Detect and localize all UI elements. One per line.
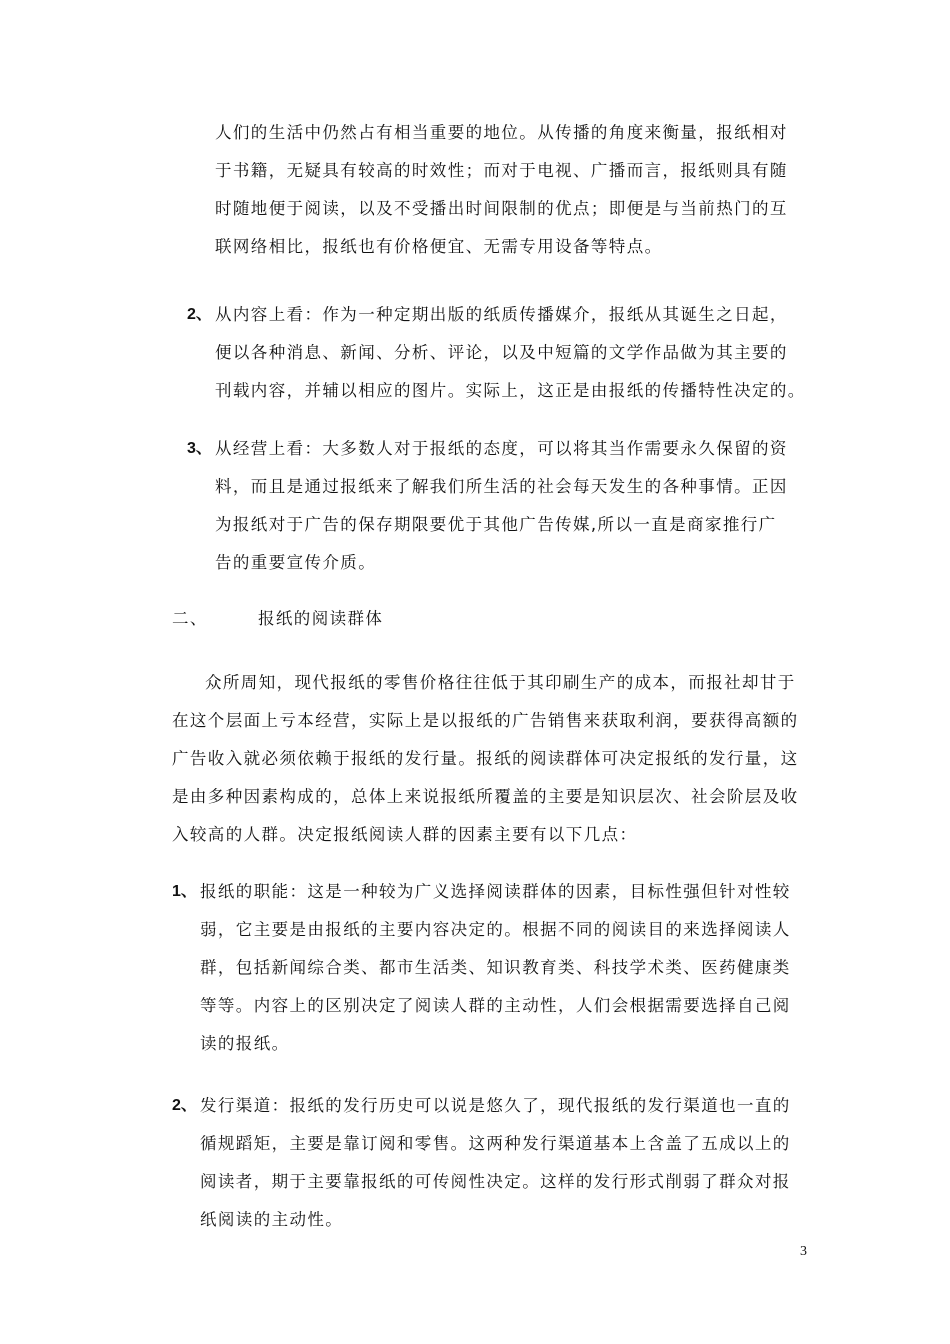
page-number: 3 bbox=[800, 1244, 807, 1259]
list-item-number: 3、 bbox=[187, 440, 212, 457]
text-line: 读的报纸。 bbox=[200, 1034, 290, 1053]
text-line: 等等。内容上的区别决定了阅读人群的主动性，人们会根据需要选择自己阅 bbox=[200, 996, 791, 1015]
text-line: 众所周知，现代报纸的零售价格往往低于其印刷生产的成本，而报社却甘于 bbox=[205, 673, 796, 692]
text-line: 弱，它主要是由报纸的主要内容决定的。根据不同的阅读目的来选择阅读人 bbox=[200, 920, 791, 939]
text-line: 告的重要宣传介质。 bbox=[215, 553, 377, 572]
text-line: 发行渠道：报纸的发行历史可以说是悠久了，现代报纸的发行渠道也一直的 bbox=[200, 1096, 791, 1115]
section-heading-number: 二、 bbox=[172, 609, 208, 628]
list-item-content bbox=[200, 873, 812, 1063]
text-line: 报纸的职能：这是一种较为广义选择阅读群体的因素，目标性强但针对性较 bbox=[200, 882, 791, 901]
list-item-content bbox=[200, 1087, 812, 1239]
text-line: 于书籍，无疑具有较高的时效性；而对于电视、广播而言，报纸则具有随 bbox=[215, 161, 788, 180]
text-line: 是由多种因素构成的，总体上来说报纸所覆盖的主要是知识层次、社会阶层及收 bbox=[172, 787, 799, 806]
text-line: 联网络相比，报纸也有价格便宜、无需专用设备等特点。 bbox=[215, 237, 663, 256]
list-item-number: 2、 bbox=[187, 306, 212, 323]
text-line: 阅读者，期于主要靠报纸的可传阅性决定。这样的发行形式削弱了群众对报 bbox=[200, 1172, 791, 1191]
text-line: 群，包括新闻综合类、都市生活类、知识教育类、科技学术类、医药健康类 bbox=[200, 958, 791, 977]
section-heading-title: 报纸的阅读群体 bbox=[258, 609, 384, 628]
list-item-number: 1、 bbox=[172, 883, 197, 900]
text-line: 纸阅读的主动性。 bbox=[200, 1210, 344, 1229]
text-line: 循规蹈矩，主要是靠订阅和零售。这两种发行渠道基本上含盖了五成以上的 bbox=[200, 1134, 791, 1153]
section-intro-paragraph bbox=[172, 664, 812, 854]
text-line: 料，而且是通过报纸来了解我们所生活的社会每天发生的各种事情。正因 bbox=[215, 477, 788, 496]
text-line: 刊载内容，并辅以相应的图片。实际上，这正是由报纸的传播特性决定的。 bbox=[215, 381, 806, 400]
list-item-content bbox=[215, 430, 815, 582]
text-line: 人们的生活中仍然占有相当重要的地位。从传播的角度来衡量，报纸相对 bbox=[215, 123, 788, 142]
text-line: 广告收入就必须依赖于报纸的发行量。报纸的阅读群体可决定报纸的发行量，这 bbox=[172, 749, 799, 768]
list-item-number: 2、 bbox=[172, 1097, 197, 1114]
text-line: 从经营上看：大多数人对于报纸的态度，可以将其当作需要永久保留的资 bbox=[215, 439, 788, 458]
text-line: 便以各种消息、新闻、分析、评论，以及中短篇的文学作品做为其主要的 bbox=[215, 343, 788, 362]
text-line: 从内容上看：作为一种定期出版的纸质传播媒介，报纸从其诞生之日起， bbox=[215, 305, 788, 324]
text-line: 时随地便于阅读，以及不受播出时间限制的优点；即便是与当前热门的互 bbox=[215, 199, 788, 218]
text-line: 在这个层面上亏本经营，实际上是以报纸的广告销售来获取利润，要获得高额的 bbox=[172, 711, 799, 730]
intro-continuation-paragraph bbox=[215, 114, 815, 266]
list-item-content bbox=[215, 296, 815, 410]
text-line: 为报纸对于广告的保存期限要优于其他广告传媒,所以一直是商家推行广 bbox=[215, 515, 777, 534]
text-line: 入较高的人群。决定报纸阅读人群的因素主要有以下几点： bbox=[172, 825, 638, 844]
